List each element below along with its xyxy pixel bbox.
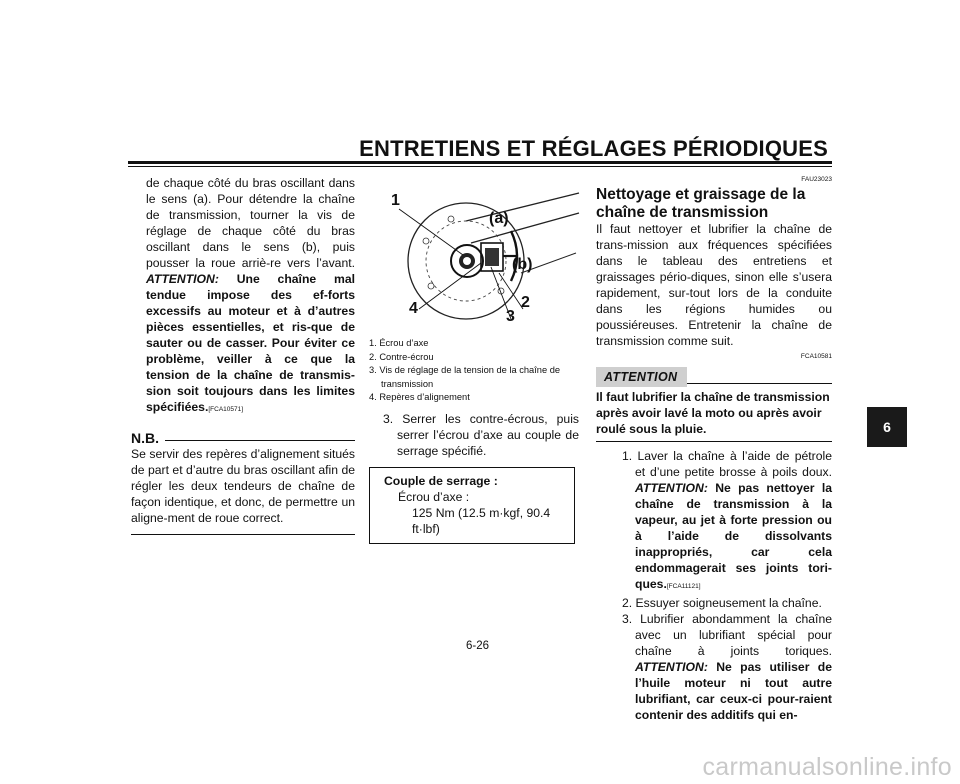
callout-4: 4 bbox=[409, 300, 418, 317]
section-code: FAU23023 bbox=[801, 176, 832, 183]
list-item-step3 bbox=[596, 611, 832, 723]
callout-2: 2 bbox=[521, 294, 530, 311]
attention-rule bbox=[687, 383, 832, 384]
step1-text: 1. Laver la chaîne à l’aide de pétrole et d’une petite brosse à poils doux. bbox=[622, 449, 832, 479]
watermark-text: carmanualsonline.info bbox=[702, 753, 952, 781]
attention-badge: ATTENTION bbox=[596, 367, 687, 387]
note-text: Se servir des repères d’alignement situés de part et d’autre du bras oscillant afin de régler les deux tendeurs de chaîne de façon identique, et donc, de permettre un aligne-ment de roue correct. bbox=[131, 447, 355, 525]
figure-legend bbox=[369, 337, 579, 405]
attention-header bbox=[596, 367, 832, 387]
legend-item: 3. Vis de réglage de la tension de la chaîne de transmission bbox=[369, 365, 561, 389]
step1-attention-text: Ne pas nettoyer la chaîne de transmission à la vapeur, au jet à forte pression ou à l’aide de dissolvants inappropriés, car cela endommagerait ses joints tori-ques. bbox=[635, 481, 832, 591]
note-end-rule bbox=[131, 534, 355, 535]
step1-ref-code: [FCA11121] bbox=[666, 583, 701, 590]
callout-b: (b) bbox=[512, 256, 533, 273]
page-header-title: ENTRETIENS ET RÉGLAGES PÉRIODIQUES bbox=[359, 136, 828, 161]
step3-text: 3. Lubrifier abondamment la chaîne avec un lubrifiant spécial pour chaîne à joints toriques. bbox=[622, 612, 832, 658]
column-left bbox=[131, 175, 355, 535]
callout-a: (a) bbox=[489, 210, 509, 227]
step3-attention-text: Ne pas utiliser de l’huile moteur ni tout autre lubrifiant, car ceux-ci pour-raient contenir des additifs qui en- bbox=[635, 660, 833, 722]
header-rule bbox=[128, 161, 832, 164]
note-label: N.B. bbox=[131, 430, 159, 446]
spec-item: Écrou d’axe : bbox=[398, 489, 470, 504]
step3-attention-label: ATTENTION: bbox=[635, 660, 708, 674]
paragraph-chain-tension bbox=[131, 175, 355, 418]
header-rule-thin bbox=[128, 166, 832, 167]
section-intro: Il faut nettoyer et lubrifier la chaîne de trans-mission aux fréquences spécifiées dans le tableau des entretiens et graissages pério-diques, sinon elle s’usera rapidement, sur-tout lors de la conduite dans les régions humides ou poussiéreuses. Entretenir la chaîne de transmission comme suit. bbox=[596, 222, 832, 348]
column-right bbox=[596, 175, 832, 723]
legend-item: 1. Écrou d’axe bbox=[369, 338, 429, 348]
step1-attention-label: ATTENTION: bbox=[635, 481, 708, 495]
callout-3: 3 bbox=[506, 308, 515, 325]
attention-text: Une chaîne mal tendue impose des ef-forts excessifs au moteur et à d’autres pièces essentielles, et ris-que de sauter ou de casser. Pour éviter ce problème, veiller à ce que la tension de la chaîne de transmis-sion soit toujours dans les limites spécifiées. bbox=[146, 272, 355, 414]
note-header bbox=[131, 430, 355, 446]
illustration-drawing bbox=[371, 181, 581, 331]
reference-code: [FCA10571] bbox=[208, 406, 244, 413]
note-rule bbox=[165, 440, 355, 441]
section-title: Nettoyage et graissage de la chaîne de transmission bbox=[596, 186, 806, 221]
spec-title: Couple de serrage : bbox=[384, 473, 498, 488]
spec-value: 125 Nm (12.5 m·kgf, 90.4 ft·lbf) bbox=[412, 505, 551, 536]
legend-item: 2. Contre-écrou bbox=[369, 351, 434, 362]
legend-item: 4. Repères d’alignement bbox=[369, 392, 470, 402]
step-tighten-nuts: 3. Serrer les contre-écrous, puis serrer l’écrou d’axe au couple de serrage spécifié. bbox=[383, 411, 579, 458]
page-number: 6-26 bbox=[466, 640, 490, 652]
section-tab[interactable]: 6 bbox=[867, 407, 907, 447]
attention-text: Il faut lubrifier la chaîne de transmission après avoir lavé la moto ou après avoir roulé sous la pluie. bbox=[596, 390, 830, 436]
attention-label: ATTENTION: bbox=[146, 272, 219, 286]
chain-adjuster-illustration bbox=[371, 181, 581, 331]
attention-end-rule bbox=[596, 441, 832, 442]
list-item-step2: 2. Essuyer soigneusement la chaîne. bbox=[622, 596, 822, 610]
paragraph-lead: de chaque côté du bras oscillant dans le sens (a). Pour détendre la chaîne de transmission, tourner la vis de réglage de chaque côté du bras oscillant dans le sens (b), puis pousser la roue arriè-re vers l’avant. bbox=[146, 176, 355, 270]
attention-code: FCA10581 bbox=[800, 353, 832, 360]
list-item-step1 bbox=[596, 448, 832, 595]
callout-1: 1 bbox=[391, 192, 400, 209]
torque-spec-box bbox=[369, 467, 575, 544]
column-middle bbox=[369, 175, 579, 544]
